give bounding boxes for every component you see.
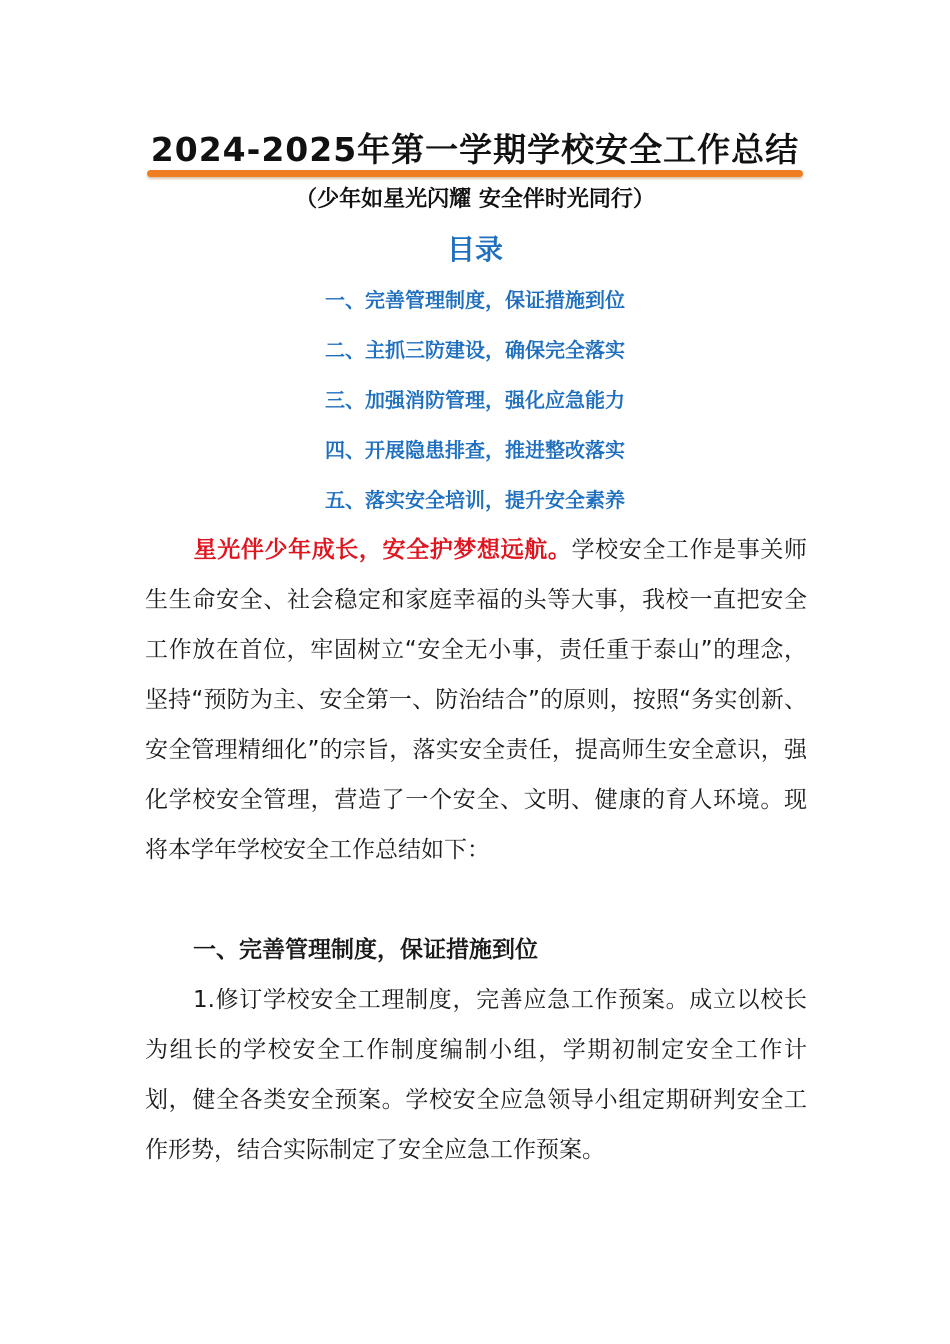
toc-item[interactable]: 二、主抓三防建设，确保完全落实 [325, 338, 625, 362]
toc-item[interactable]: 一、完善管理制度，保证措施到位 [325, 288, 625, 312]
toc-heading: 目录 [446, 233, 503, 266]
title-underline [147, 170, 803, 177]
table-of-contents [0, 282, 950, 532]
section-heading: 一、完善管理制度，保证措施到位 [193, 937, 538, 963]
document-subtitle: （少年如星光闪耀 安全伴时光同行） [295, 187, 655, 212]
section-paragraph [145, 975, 807, 1175]
toc-item[interactable]: 四、开展隐患排查，推进整改落实 [325, 438, 625, 462]
intro-paragraph [145, 525, 807, 875]
section-paragraph-text: 1.修订学校安全工理制度，完善应急工作预案。成立以校长为组长的学校安全工作制度编制小组，学期初制定安全工作计划，健全各类安全预案。学校安全应急领导小组定期研判安全工作形势，结合实际制定了安全应急工作预案。 [145, 987, 807, 1163]
toc-item[interactable]: 三、加强消防管理，强化应急能力 [325, 388, 625, 412]
toc-item[interactable]: 五、落实安全培训，提升安全素养 [325, 488, 625, 512]
intro-lead: 星光伴少年成长，安全护梦想远航。 [193, 537, 572, 563]
document-title: 2024-2025年第一学期学校安全工作总结 [150, 130, 800, 169]
intro-text: 学校安全工作是事关师生生命安全、社会稳定和家庭幸福的头等大事，我校一直把安全工作放在首位，牢固树立“安全无小事，责任重于泰山”的理念，坚持“预防为主、安全第一、防治结合”的原则，按照“务实创新、安全管理精细化”的宗旨，落实安全责任，提高师生安全意识，强化学校安全管理，营造了一个安全、文明、健康的育人环境。现将本学年学校安全工作总结如下： [145, 537, 808, 863]
